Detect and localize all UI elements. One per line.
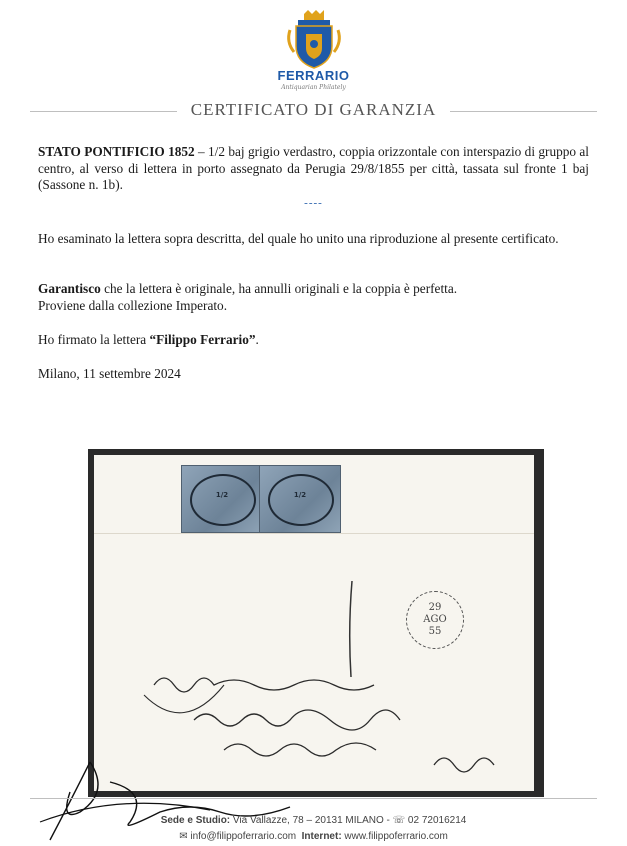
guarantee-text: che la lettera è originale, ha annulli originali e la coppia è perfetta. <box>100 281 458 296</box>
footer-address-text: Via Vallazze, 78 – 20131 MILANO - ☏ 02 72016214 <box>230 815 467 826</box>
brand-name: FERRARIO <box>277 68 350 83</box>
certificate-date: Milano, 11 settembre 2024 <box>38 366 181 381</box>
examination-statement: Ho esaminato la lettera sopra descritta, del quale ho unito una riproduzione al presente certificato. <box>38 231 559 246</box>
guarantee-keyword: Garantisco <box>38 281 101 296</box>
paper-fold <box>94 533 534 534</box>
item-description <box>38 144 589 194</box>
stamp-left <box>181 465 263 533</box>
stamp-value: 1/2 <box>215 491 229 499</box>
footer-address <box>0 815 627 826</box>
sign-text: Ho firmato la lettera <box>38 332 150 347</box>
postmark-year: 55 <box>428 626 442 637</box>
tax-mark <box>344 579 358 679</box>
certificate-title: CERTIFICATO DI GARANZIA <box>190 100 437 119</box>
signer-name: “Filippo Ferrario” <box>149 332 256 347</box>
title-rule-right <box>450 111 597 112</box>
sign-end: . <box>255 332 259 347</box>
stamp-right <box>259 465 341 533</box>
guarantee-statement <box>38 281 589 314</box>
postmark-month: AGO <box>423 614 447 625</box>
footer-website[interactable]: www.filippoferrario.com <box>341 831 448 842</box>
certificate-title-row <box>30 100 597 122</box>
letter-paper <box>94 455 534 791</box>
footer-contacts <box>0 831 627 842</box>
letter-photo <box>88 449 544 797</box>
stamp-frame <box>268 474 334 526</box>
stamp-frame <box>190 474 256 526</box>
provenance-text: Proviene dalla collezione Imperato. <box>38 297 228 313</box>
separator: ---- <box>304 197 323 209</box>
ferrario-crest-logo <box>284 8 344 70</box>
postmark <box>406 591 464 649</box>
footer-internet-label: Internet: <box>301 831 342 842</box>
footer-address-label: Sede e Studio: <box>160 815 231 826</box>
footer-email[interactable]: ✉ info@filippoferrario.com <box>179 831 297 842</box>
signature-statement <box>38 332 589 349</box>
footer-rule <box>30 798 597 799</box>
brand-tagline: Antiquarian Philately <box>281 84 346 91</box>
postmark-day: 29 <box>428 602 442 613</box>
stamp-value: 1/2 <box>293 491 307 499</box>
item-title: STATO PONTIFICIO 1852 <box>38 144 195 159</box>
item-details: – 1/2 baj grigio verdastro, coppia orizzontale con interspazio di gruppo al centro, al verso di lettera in porto assegnato da Perugia 29/8/1855 per città, tassata sul fronte 1 baj (Sassone n. 1b). <box>38 144 589 193</box>
